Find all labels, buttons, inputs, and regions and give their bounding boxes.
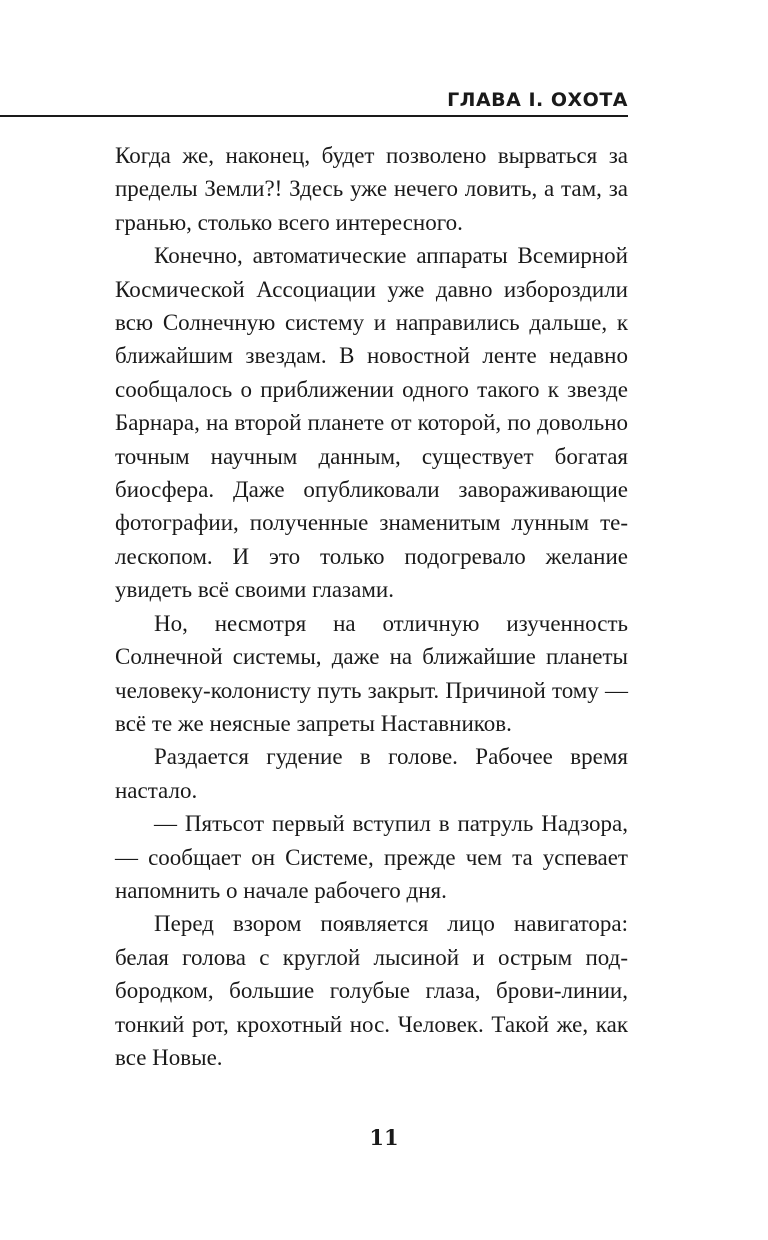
page-number: 11: [369, 1125, 399, 1150]
paragraph: Раздается гудение в голове. Рабочее время настало.: [115, 744, 628, 803]
paragraph: Когда же, наконец, будет позволено вырваться за пределы Земли?! Здесь уже нечего ловить, а там, за гранью, столько всего интересного.: [115, 143, 628, 235]
page-header: [0, 88, 628, 116]
paragraph: Перед взором появляется лицо навигатора: белая голова с круглой лысиной и острым подбородком, большие голубые глаза, брови-линии, тонкий рот, крохотный нос. Человек. Такой же, как все Новые.: [115, 911, 628, 1070]
header-rule: [0, 115, 628, 117]
paragraph: Конечно, автоматические аппараты Всемирной Космической Ассоциации уже давно избороздили всю Солнечную систему и направились дальше, к ближайшим звездам. В новостной ленте недавно сообщалось о приближении одного такого к звезде Барнара, на второй планете от которой, по довольно точным научным данным, существует богатая биосфера. Даже опубликовали завораживающие фотографии, полученные знаменитым лунным телескопом. И это только подогревало желание увидеть всё своими глазами.: [115, 243, 628, 603]
text-body: [115, 139, 628, 1074]
running-head: ГЛАВА I. ОХОТА: [447, 89, 628, 111]
dialogue-paragraph: — Пятьсот первый вступил в патруль Надзора, — сообщает он Системе, прежде чем та успевает напомнить о начале рабочего дня.: [115, 811, 628, 903]
paragraph: Но, несмотря на отличную изученность Солнечной системы, даже на ближайшие планеты человеку-колонисту путь закрыт. Причиной тому — всё те же неясные запреты Наставников.: [115, 610, 628, 736]
